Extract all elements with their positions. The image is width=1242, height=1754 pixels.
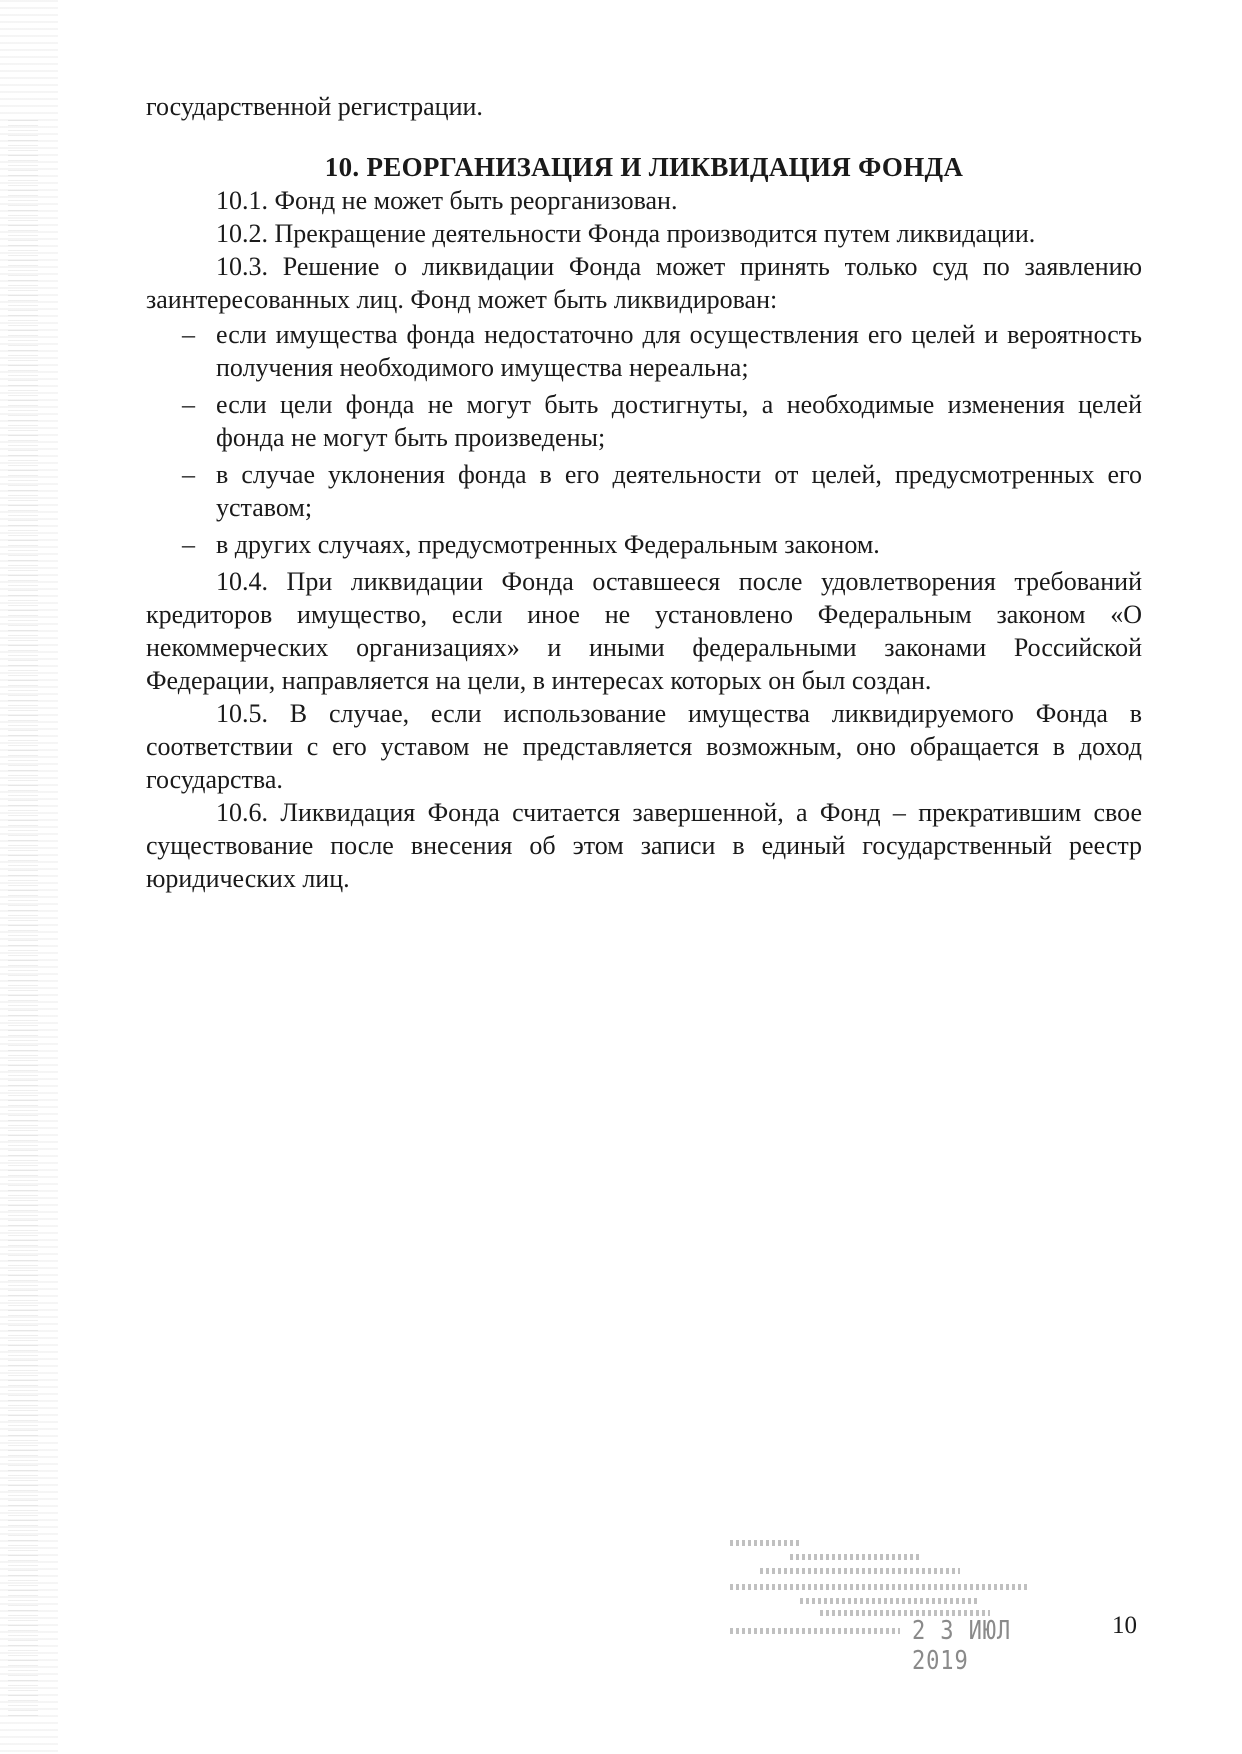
list-item-text: в случае уклонения фонда в его деятельности от целей, предусмотренных его уставом;	[216, 460, 1142, 522]
scan-edge-artifact	[0, 0, 58, 1754]
list-item	[146, 528, 1142, 561]
clause-10-6: 10.6. Ликвидация Фонда считается завершенной, а Фонд – прекратившим свое существование после внесения об этом записи в единый государственный реестр юридических лиц.	[146, 798, 1142, 893]
list-item	[146, 458, 1142, 524]
stamp-line	[800, 1598, 980, 1604]
section-title: 10. РЕОРГАНИЗАЦИЯ И ЛИКВИДАЦИЯ ФОНДА	[324, 152, 964, 182]
list-item-text: если имущества фонда недостаточно для осуществления его целей и вероятность получения необходимого имущества нереальна;	[216, 320, 1142, 382]
lead-text: государственной регистрации.	[146, 92, 483, 121]
stamp-line	[760, 1568, 960, 1574]
registration-stamp	[730, 1540, 1050, 1676]
clause-10-2: 10.2. Прекращение деятельности Фонда производится путем ликвидации.	[216, 219, 1036, 248]
clause-10-3: 10.3. Решение о ликвидации Фонда может принять только суд по заявлению заинтересованных лиц. Фонд может быть ликвидирован:	[146, 252, 1142, 314]
stamp-date: 2 3 ИЮЛ 2019	[912, 1616, 1012, 1676]
list-item-text: в других случаях, предусмотренных Федеральным законом.	[216, 530, 880, 559]
document-page	[146, 90, 1142, 895]
page-number: 10	[1112, 1612, 1137, 1639]
bullet-dash: –	[182, 460, 195, 489]
stamp-line	[730, 1584, 1030, 1590]
list-item	[146, 318, 1142, 384]
bullet-dash: –	[182, 320, 195, 349]
stamp-line	[730, 1540, 800, 1546]
bullet-dash: –	[182, 390, 195, 419]
list-item	[146, 388, 1142, 454]
liquidation-grounds-list	[146, 318, 1142, 561]
clause-10-4: 10.4. При ликвидации Фонда оставшееся после удовлетворения требований кредиторов имущество, если иное не установлено Федеральным законом «О некоммерческих организациях» и иными федеральными законами Российской Федерации, направляется на цели, в интересах которых он был создан.	[146, 567, 1142, 695]
bullet-dash: –	[182, 530, 195, 559]
clause-10-1: 10.1. Фонд не может быть реорганизован.	[216, 186, 678, 215]
stamp-line	[730, 1628, 900, 1634]
list-item-text: если цели фонда не могут быть достигнуты, а необходимые изменения целей фонда не могут быть произведены;	[216, 390, 1142, 452]
stamp-line	[790, 1554, 920, 1560]
clause-10-5: 10.5. В случае, если использование имущества ликвидируемого Фонда в соответствии с его уставом не представляется возможным, оно обращается в доход государства.	[146, 699, 1142, 794]
